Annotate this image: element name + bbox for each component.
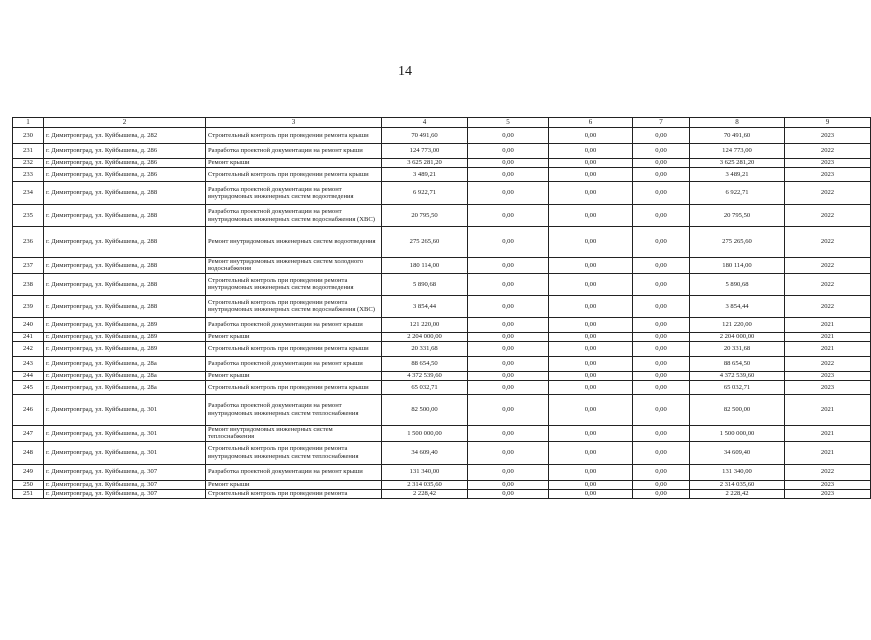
value-cell-7: 0,00: [633, 227, 690, 258]
address-cell: г. Димитровград, ул. Куйбышева, д. 307: [44, 480, 206, 489]
total-cost-cell: 2 204 000,00: [382, 332, 468, 341]
value-cell-7: 0,00: [633, 480, 690, 489]
total-cost-cell: 2 314 035,60: [382, 480, 468, 489]
value-cell-8: 275 265,60: [690, 227, 785, 258]
value-cell-5: 0,00: [468, 394, 549, 425]
value-cell-6: 0,00: [549, 227, 633, 258]
address-cell: г. Димитровград, ул. Куйбышева, д. 286: [44, 159, 206, 168]
value-cell-5: 0,00: [468, 356, 549, 371]
work-type-cell: Строительный контроль при проведении ремонта внутридомовых инженерных систем водоотведения: [206, 273, 382, 295]
row-number: 248: [13, 441, 44, 464]
year-cell: 2022: [785, 144, 871, 159]
value-cell-5: 0,00: [468, 480, 549, 489]
table-row: [13, 317, 871, 332]
year-cell: 2021: [785, 441, 871, 464]
value-cell-7: 0,00: [633, 425, 690, 441]
value-cell-7: 0,00: [633, 394, 690, 425]
work-type-cell: Строительный контроль при проведении ремонта внутридомовых инженерных систем теплоснабжения: [206, 441, 382, 464]
address-cell: г. Димитровград, ул. Куйбышева, д. 288: [44, 273, 206, 295]
address-cell: г. Димитровград, ул. Куйбышева, д. 307: [44, 464, 206, 480]
address-cell: г. Димитровград, ул. Куйбышева, д. 286: [44, 168, 206, 182]
value-cell-7: 0,00: [633, 441, 690, 464]
value-cell-5: 0,00: [468, 341, 549, 356]
value-cell-7: 0,00: [633, 332, 690, 341]
work-type-cell: Ремонт крыши: [206, 332, 382, 341]
row-number: 250: [13, 480, 44, 489]
column-header: 3: [206, 118, 382, 128]
value-cell-7: 0,00: [633, 128, 690, 144]
table-row: [13, 425, 871, 441]
year-cell: 2021: [785, 332, 871, 341]
value-cell-8: 3 854,44: [690, 295, 785, 317]
total-cost-cell: 3 625 281,20: [382, 159, 468, 168]
work-type-cell: Строительный контроль при проведении ремонта крыши: [206, 341, 382, 356]
value-cell-6: 0,00: [549, 205, 633, 227]
value-cell-6: 0,00: [549, 144, 633, 159]
value-cell-7: 0,00: [633, 182, 690, 205]
address-cell: г. Димитровград, ул. Куйбышева, д. 28а: [44, 380, 206, 394]
value-cell-7: 0,00: [633, 341, 690, 356]
table-row: [13, 341, 871, 356]
value-cell-8: 1 500 000,00: [690, 425, 785, 441]
table-row: [13, 371, 871, 380]
address-cell: г. Димитровград, ул. Куйбышева, д. 289: [44, 317, 206, 332]
value-cell-6: 0,00: [549, 159, 633, 168]
value-cell-5: 0,00: [468, 168, 549, 182]
value-cell-6: 0,00: [549, 295, 633, 317]
value-cell-8: 88 654,50: [690, 356, 785, 371]
year-cell: 2022: [785, 295, 871, 317]
year-cell: 2022: [785, 182, 871, 205]
work-type-cell: Строительный контроль при проведении ремонта: [206, 489, 382, 498]
address-cell: г. Димитровград, ул. Куйбышева, д. 288: [44, 295, 206, 317]
value-cell-6: 0,00: [549, 182, 633, 205]
total-cost-cell: 70 491,60: [382, 128, 468, 144]
value-cell-7: 0,00: [633, 295, 690, 317]
work-type-cell: Разработка проектной документации на ремонт крыши: [206, 144, 382, 159]
value-cell-6: 0,00: [549, 273, 633, 295]
total-cost-cell: 6 922,71: [382, 182, 468, 205]
table-row: [13, 356, 871, 371]
work-type-cell: Ремонт крыши: [206, 371, 382, 380]
row-number: 246: [13, 394, 44, 425]
value-cell-6: 0,00: [549, 332, 633, 341]
value-cell-8: 2 314 035,60: [690, 480, 785, 489]
year-cell: 2022: [785, 464, 871, 480]
row-number: 238: [13, 273, 44, 295]
address-cell: г. Димитровград, ул. Куйбышева, д. 289: [44, 341, 206, 356]
value-cell-7: 0,00: [633, 159, 690, 168]
table-row: [13, 380, 871, 394]
row-number: 243: [13, 356, 44, 371]
value-cell-8: 34 609,40: [690, 441, 785, 464]
table-row: [13, 480, 871, 489]
work-type-cell: Разработка проектной документации на ремонт внутридомовых инженерных систем теплоснабжения: [206, 394, 382, 425]
value-cell-6: 0,00: [549, 425, 633, 441]
column-header: 2: [44, 118, 206, 128]
work-type-cell: Строительный контроль при проведении ремонта крыши: [206, 128, 382, 144]
year-cell: 2021: [785, 341, 871, 356]
row-number: 233: [13, 168, 44, 182]
value-cell-7: 0,00: [633, 371, 690, 380]
row-number: 239: [13, 295, 44, 317]
value-cell-8: 2 204 000,00: [690, 332, 785, 341]
row-number: 251: [13, 489, 44, 498]
value-cell-6: 0,00: [549, 380, 633, 394]
value-cell-5: 0,00: [468, 273, 549, 295]
address-cell: г. Димитровград, ул. Куйбышева, д. 28а: [44, 371, 206, 380]
row-number: 242: [13, 341, 44, 356]
address-cell: г. Димитровград, ул. Куйбышева, д. 288: [44, 227, 206, 258]
year-cell: 2023: [785, 168, 871, 182]
work-type-cell: Разработка проектной документации на ремонт крыши: [206, 317, 382, 332]
value-cell-6: 0,00: [549, 258, 633, 274]
year-cell: 2022: [785, 273, 871, 295]
work-type-cell: Разработка проектной документации на ремонт крыши: [206, 356, 382, 371]
total-cost-cell: 20 795,50: [382, 205, 468, 227]
address-cell: г. Димитровград, ул. Куйбышева, д. 286: [44, 144, 206, 159]
total-cost-cell: 65 032,71: [382, 380, 468, 394]
value-cell-8: 3 489,21: [690, 168, 785, 182]
value-cell-5: 0,00: [468, 317, 549, 332]
value-cell-7: 0,00: [633, 356, 690, 371]
value-cell-5: 0,00: [468, 371, 549, 380]
work-type-cell: Ремонт внутридомовых инженерных систем холодного водоснабжения: [206, 258, 382, 274]
table-row: [13, 168, 871, 182]
row-number: 245: [13, 380, 44, 394]
total-cost-cell: 5 890,68: [382, 273, 468, 295]
value-cell-7: 0,00: [633, 464, 690, 480]
total-cost-cell: 1 500 000,00: [382, 425, 468, 441]
table-body: [13, 128, 871, 499]
address-cell: г. Димитровград, ул. Куйбышева, д. 301: [44, 394, 206, 425]
year-cell: 2023: [785, 480, 871, 489]
value-cell-5: 0,00: [468, 380, 549, 394]
value-cell-7: 0,00: [633, 273, 690, 295]
total-cost-cell: 121 220,00: [382, 317, 468, 332]
value-cell-5: 0,00: [468, 182, 549, 205]
value-cell-5: 0,00: [468, 332, 549, 341]
address-cell: г. Димитровград, ул. Куйбышева, д. 301: [44, 425, 206, 441]
column-header: 9: [785, 118, 871, 128]
table-row: [13, 332, 871, 341]
table-row: [13, 258, 871, 274]
row-number: 235: [13, 205, 44, 227]
value-cell-6: 0,00: [549, 128, 633, 144]
total-cost-cell: 3 489,21: [382, 168, 468, 182]
value-cell-6: 0,00: [549, 441, 633, 464]
value-cell-5: 0,00: [468, 128, 549, 144]
work-type-cell: Разработка проектной документации на ремонт внутридомовых инженерных систем водоснабжения (ХВС): [206, 205, 382, 227]
value-cell-7: 0,00: [633, 205, 690, 227]
address-cell: г. Димитровград, ул. Куйбышева, д. 288: [44, 205, 206, 227]
value-cell-5: 0,00: [468, 258, 549, 274]
table-row: [13, 295, 871, 317]
column-header: 7: [633, 118, 690, 128]
value-cell-8: 70 491,60: [690, 128, 785, 144]
table-row: [13, 159, 871, 168]
value-cell-6: 0,00: [549, 317, 633, 332]
value-cell-8: 5 890,68: [690, 273, 785, 295]
value-cell-7: 0,00: [633, 258, 690, 274]
table-row: [13, 205, 871, 227]
value-cell-6: 0,00: [549, 489, 633, 498]
row-number: 244: [13, 371, 44, 380]
value-cell-5: 0,00: [468, 295, 549, 317]
total-cost-cell: 275 265,60: [382, 227, 468, 258]
year-cell: 2022: [785, 356, 871, 371]
total-cost-cell: 3 854,44: [382, 295, 468, 317]
address-cell: г. Димитровград, ул. Куйбышева, д. 282: [44, 128, 206, 144]
total-cost-cell: 124 773,00: [382, 144, 468, 159]
value-cell-8: 82 500,00: [690, 394, 785, 425]
column-header: 1: [13, 118, 44, 128]
value-cell-8: 4 372 539,60: [690, 371, 785, 380]
total-cost-cell: 20 331,68: [382, 341, 468, 356]
column-header: 6: [549, 118, 633, 128]
value-cell-8: 2 228,42: [690, 489, 785, 498]
year-cell: 2022: [785, 258, 871, 274]
table-row: [13, 441, 871, 464]
address-cell: г. Димитровград, ул. Куйбышева, д. 288: [44, 182, 206, 205]
value-cell-8: 180 114,00: [690, 258, 785, 274]
work-type-cell: Строительный контроль при проведении ремонта крыши: [206, 380, 382, 394]
value-cell-8: 131 340,00: [690, 464, 785, 480]
value-cell-5: 0,00: [468, 159, 549, 168]
value-cell-6: 0,00: [549, 394, 633, 425]
value-cell-5: 0,00: [468, 227, 549, 258]
year-cell: 2023: [785, 489, 871, 498]
row-number: 232: [13, 159, 44, 168]
table-row: [13, 464, 871, 480]
work-type-cell: Ремонт крыши: [206, 159, 382, 168]
value-cell-6: 0,00: [549, 464, 633, 480]
value-cell-5: 0,00: [468, 144, 549, 159]
year-cell: 2021: [785, 394, 871, 425]
address-cell: г. Димитровград, ул. Куйбышева, д. 307: [44, 489, 206, 498]
work-type-cell: Строительный контроль при проведении ремонта крыши: [206, 168, 382, 182]
value-cell-8: 6 922,71: [690, 182, 785, 205]
row-number: 230: [13, 128, 44, 144]
year-cell: 2021: [785, 425, 871, 441]
total-cost-cell: 88 654,50: [382, 356, 468, 371]
work-type-cell: Разработка проектной документации на ремонт крыши: [206, 464, 382, 480]
year-cell: 2022: [785, 227, 871, 258]
address-cell: г. Димитровград, ул. Куйбышева, д. 28а: [44, 356, 206, 371]
value-cell-6: 0,00: [549, 480, 633, 489]
row-number: 231: [13, 144, 44, 159]
work-type-cell: Ремонт внутридомовых инженерных систем водоотведения: [206, 227, 382, 258]
value-cell-6: 0,00: [549, 168, 633, 182]
value-cell-7: 0,00: [633, 168, 690, 182]
row-number: 247: [13, 425, 44, 441]
year-cell: 2021: [785, 317, 871, 332]
value-cell-6: 0,00: [549, 341, 633, 356]
value-cell-8: 124 773,00: [690, 144, 785, 159]
table-row: [13, 273, 871, 295]
address-cell: г. Димитровград, ул. Куйбышева, д. 289: [44, 332, 206, 341]
value-cell-5: 0,00: [468, 464, 549, 480]
address-cell: г. Димитровград, ул. Куйбышева, д. 301: [44, 441, 206, 464]
year-cell: 2022: [785, 205, 871, 227]
table-row: [13, 144, 871, 159]
value-cell-8: 3 625 281,20: [690, 159, 785, 168]
table-row: [13, 394, 871, 425]
value-cell-5: 0,00: [468, 425, 549, 441]
total-cost-cell: 4 372 539,60: [382, 371, 468, 380]
table-row: [13, 227, 871, 258]
value-cell-5: 0,00: [468, 441, 549, 464]
year-cell: 2023: [785, 371, 871, 380]
total-cost-cell: 131 340,00: [382, 464, 468, 480]
page-number: 14: [398, 64, 412, 79]
value-cell-5: 0,00: [468, 205, 549, 227]
work-type-cell: Разработка проектной документации на ремонт внутридомовых инженерных систем водоотведения: [206, 182, 382, 205]
column-header: 8: [690, 118, 785, 128]
address-cell: г. Димитровград, ул. Куйбышева, д. 288: [44, 258, 206, 274]
value-cell-7: 0,00: [633, 144, 690, 159]
value-cell-8: 121 220,00: [690, 317, 785, 332]
row-number: 236: [13, 227, 44, 258]
row-number: 249: [13, 464, 44, 480]
table-row: [13, 128, 871, 144]
total-cost-cell: 34 609,40: [382, 441, 468, 464]
value-cell-7: 0,00: [633, 380, 690, 394]
work-type-cell: Ремонт внутридомовых инженерных систем теплоснабжения: [206, 425, 382, 441]
value-cell-6: 0,00: [549, 371, 633, 380]
value-cell-7: 0,00: [633, 317, 690, 332]
value-cell-6: 0,00: [549, 356, 633, 371]
work-type-cell: Строительный контроль при проведении ремонта внутридомовых инженерных систем водоснабжения (ХВС): [206, 295, 382, 317]
row-number: 241: [13, 332, 44, 341]
table-row: [13, 489, 871, 498]
table-row: [13, 182, 871, 205]
row-number: 237: [13, 258, 44, 274]
value-cell-7: 0,00: [633, 489, 690, 498]
repair-register-table: [12, 117, 871, 499]
total-cost-cell: 82 500,00: [382, 394, 468, 425]
work-type-cell: Ремонт крыши: [206, 480, 382, 489]
value-cell-8: 20 331,68: [690, 341, 785, 356]
value-cell-8: 20 795,50: [690, 205, 785, 227]
value-cell-8: 65 032,71: [690, 380, 785, 394]
year-cell: 2023: [785, 159, 871, 168]
column-header: 4: [382, 118, 468, 128]
total-cost-cell: 2 228,42: [382, 489, 468, 498]
column-number-row: [13, 118, 871, 128]
column-header: 5: [468, 118, 549, 128]
value-cell-5: 0,00: [468, 489, 549, 498]
year-cell: 2023: [785, 380, 871, 394]
row-number: 240: [13, 317, 44, 332]
year-cell: 2023: [785, 128, 871, 144]
row-number: 234: [13, 182, 44, 205]
total-cost-cell: 180 114,00: [382, 258, 468, 274]
